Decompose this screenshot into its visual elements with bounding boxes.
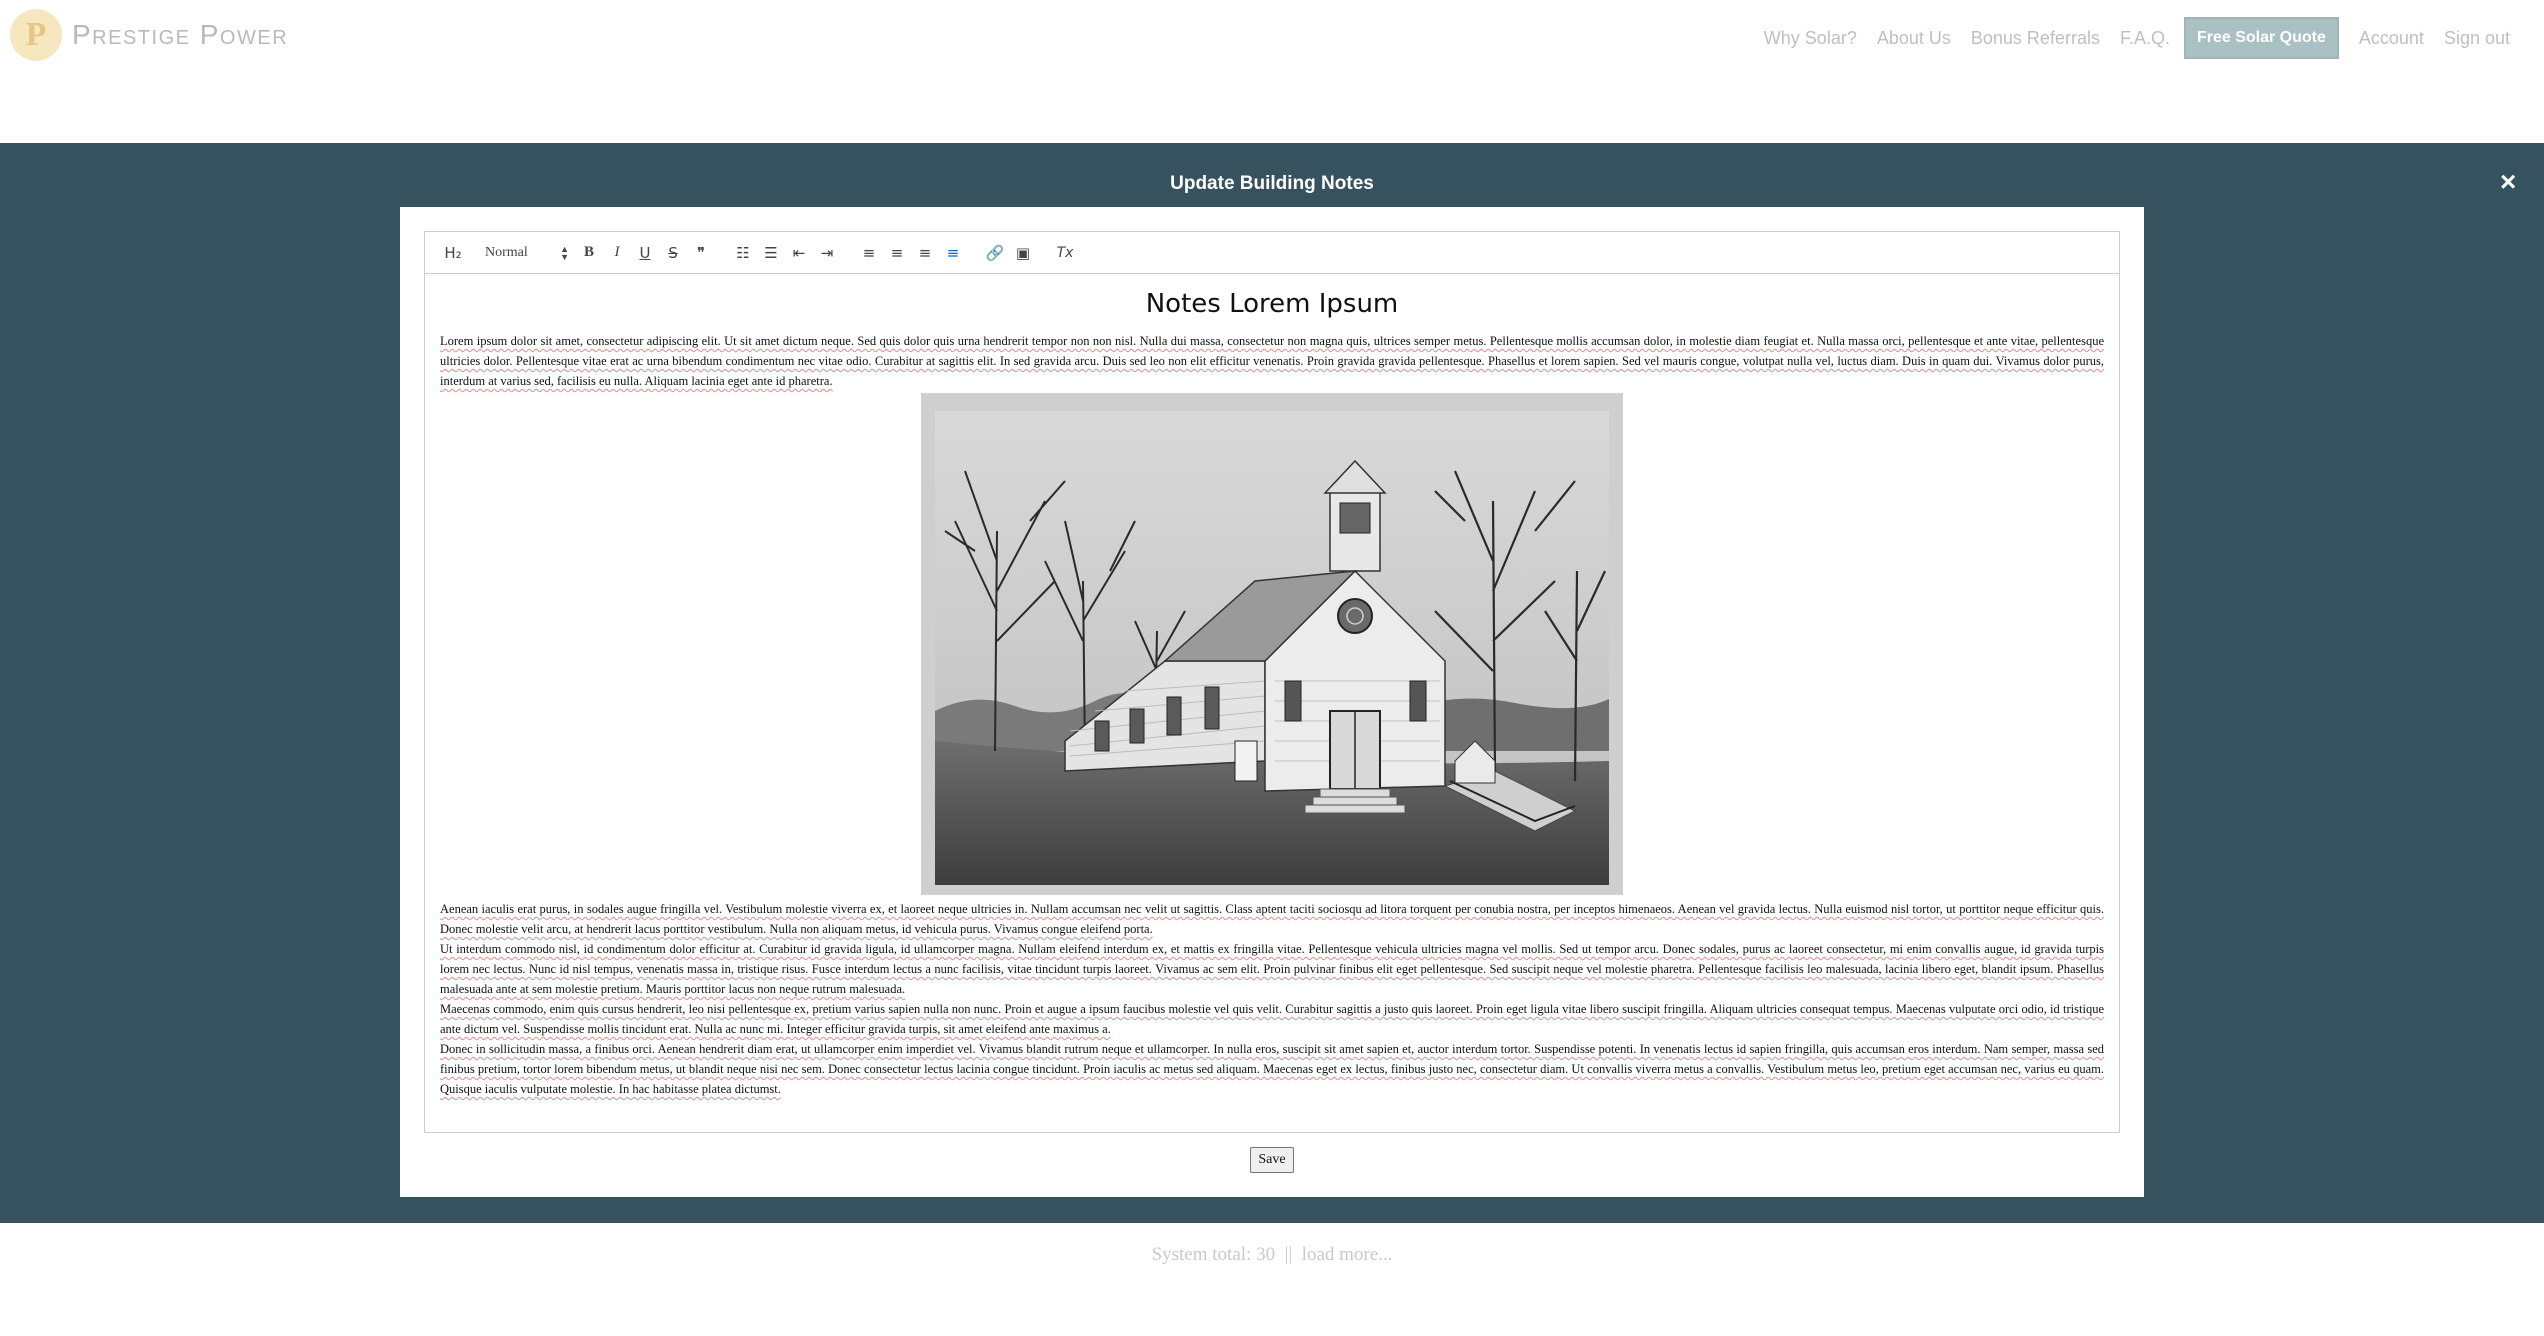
- nav-link-bonus-referrals[interactable]: Bonus Referrals: [1970, 27, 2100, 48]
- nav-link-account[interactable]: Account: [2358, 27, 2424, 48]
- system-total-footer: [0, 1244, 2544, 1266]
- ordered-list-button[interactable]: ☷: [736, 243, 750, 262]
- update-notes-modal: [400, 207, 2144, 1197]
- bullet-list-button[interactable]: ☰: [764, 243, 778, 262]
- logo-icon: P: [10, 9, 62, 61]
- editor-toolbar: [425, 232, 2119, 274]
- paragraph-2: Aenean iaculis erat purus, in sodales augue fringilla vel. Vestibulum molestie viverra ex, et laoreet neque ultricies in. Nullam accumsan nec velit ut sagittis. Class aptent taciti sociosqu ad litora torquent per conubia nostra, per inceptos himenaeos. Aenean vel gravida lectus. Nulla euismod nisl tortor, ut porttitor neque efficitur quis. Donec molestie velit arcu, at hendrerit lacus porttitor vestibulum. Nulla non aliquam metus, id vehicula purus. Vivamus congue eleifend porta.: [440, 902, 2104, 936]
- align-center-button[interactable]: ≡: [890, 243, 904, 262]
- nav-link-about-us[interactable]: About Us: [1876, 27, 1951, 48]
- nav-link-why-solar[interactable]: Why Solar?: [1763, 27, 1857, 48]
- rich-text-editor: [424, 231, 2120, 1133]
- underline-button[interactable]: U: [639, 243, 651, 262]
- church-photo-image: [935, 411, 1609, 885]
- blockquote-button[interactable]: ❞: [696, 243, 706, 262]
- document-title: Notes Lorem Ipsum: [1145, 289, 1399, 319]
- align-justify-button[interactable]: ≡: [946, 243, 960, 262]
- select-arrows-icon: ▲ ▼: [560, 243, 569, 262]
- paragraph-4: Maecenas commodo, enim quis cursus hendrerit, leo nisi pellentesque ex, pretium varius sapien nulla non nunc. Proin et augue a ipsum faucibus molestie vel quis velit. Curabitur sagittis a justo quis laoreet. Proin eget ligula vitae libero suscipit fringilla. Aliquam ultricies consequat tempus. Maecenas vulputate orci odio, id tristique ante dictum vel. Suspendisse mollis tincidunt erat. Nulla ac nunc mi. Integer efficitur gravida turpis, sit amet eleifend ante maximus a.: [440, 1002, 2104, 1036]
- save-button[interactable]: Save: [1250, 1147, 1294, 1173]
- paragraph-1: Lorem ipsum dolor sit amet, consectetur adipiscing elit. Ut sit amet dictum neque. Sed quis dolor quis urna hendrerit tempor non non nisl. Nulla dui massa, consectetur non magna quis, ultrices semper metus. Pellentesque mollis accumsan dolor, in molestie diam feugiat et. Nulla massa orci, pellentesque et ante vitae, pellentesque ultricies dolor. Pellentesque vitae erat ac urna bibendum condimentum nec vitae odio. Curabitur at sagittis elit. In sed gravida arcu. Duis sed leo non elit efficitur venenatis. Proin gravida gravida pellentesque. Phasellus et lorem sapien. Sed vel mauris congue, volutpat nulla vel, luctus diam. Duis in quam dui. Vivamus dolor purus, interdum at varius sed, facilisis eu nulla. Aliquam lacinia eget ante id pharetra.: [440, 334, 2104, 388]
- strike-button[interactable]: S: [668, 243, 678, 262]
- paragraph-5: Donec in sollicitudin massa, a finibus orci. Aenean hendrerit diam erat, ut ullamcorper enim imperdiet vel. Vivamus blandit rutrum neque et ullamcorper. In nulla eros, suscipit sit amet sapien et, auctor interdum tortor. Suspendisse potenti. In venenatis lectus id sapien fringilla, quis accumsan eros interdum. Nam semper, massa sed finibus pretium, tortor lorem bibendum metus, ut blandit neque nisi nec sem. Donec consectetur lectus lacinia congue tincidunt. Proin iaculis ac metus sed aliquam. Maecenas eget ex lectus, finibus justo nec, consectetur diam. Ut convallis viverra metus a convallis. Vestibulum metus leo, pretium eget accumsan nec, varius eu quam. Quisque iaculis vulputate molestie. In hac habitasse platea dictumst.: [440, 1042, 2104, 1096]
- nav-link-faq[interactable]: F.A.Q.: [2119, 27, 2170, 48]
- editor-content[interactable]: [440, 288, 2104, 1118]
- system-total-text[interactable]: System total: 30 || load more...: [1151, 1244, 1393, 1265]
- outdent-button[interactable]: ⇤: [792, 243, 806, 262]
- align-right-button[interactable]: ≡: [918, 243, 932, 262]
- align-left-button[interactable]: ≡: [862, 243, 876, 262]
- top-nav: [0, 0, 2544, 70]
- format-select-value: Normal: [485, 244, 528, 260]
- brand-logo[interactable]: [10, 8, 288, 62]
- bold-button[interactable]: B: [583, 244, 594, 260]
- brand-name: Prestige Power: [72, 19, 289, 50]
- close-icon[interactable]: ×: [2500, 166, 2517, 197]
- indent-button[interactable]: ⇥: [820, 243, 834, 262]
- image-button[interactable]: ▣: [1015, 243, 1031, 262]
- header-2-button[interactable]: H₂: [444, 243, 462, 262]
- nav-link-sign-out[interactable]: Sign out: [2443, 27, 2510, 48]
- church-photo[interactable]: [921, 393, 1623, 895]
- format-select[interactable]: [473, 241, 569, 265]
- paragraph-3: Ut interdum commodo nisl, id condimentum dolor efficitur at. Curabitur id gravida ligula, id ullamcorper magna. Nullam eleifend interdum ex, et mattis ex fringilla vitae. Pellentesque vehicula ultricies magna vel mollis. Sed ut tempor arcu. Donec sodales, purus ac laoreet consectetur, mi enim convallis augue, id gravida turpis lorem nec lectus. Nunc id nisl tempus, venenatis massa in, tristique risus. Fusce interdum lectus a nunc facilisis, vitae tincidunt turpis laoreet. Vivamus ac sem elit. Proin pulvinar finibus elit eget pellentesque. Sed suscipit neque vel molestie pharetra. Pellentesque facilisis leo malesuada, lacinia libero eget, blandit ipsum. Phasellus malesuada ante at sem molestie pretium. Mauris porttitor lacus non neque rutrum malesuada.: [440, 942, 2104, 996]
- link-button[interactable]: 🔗: [985, 243, 1005, 262]
- clear-format-button[interactable]: Tx: [1056, 244, 1074, 261]
- italic-button[interactable]: I: [614, 244, 620, 260]
- modal-title: Update Building Notes: [1170, 173, 1374, 194]
- free-solar-quote-button[interactable]: Free Solar Quote: [2184, 17, 2339, 59]
- nav-links: [1744, 18, 2510, 58]
